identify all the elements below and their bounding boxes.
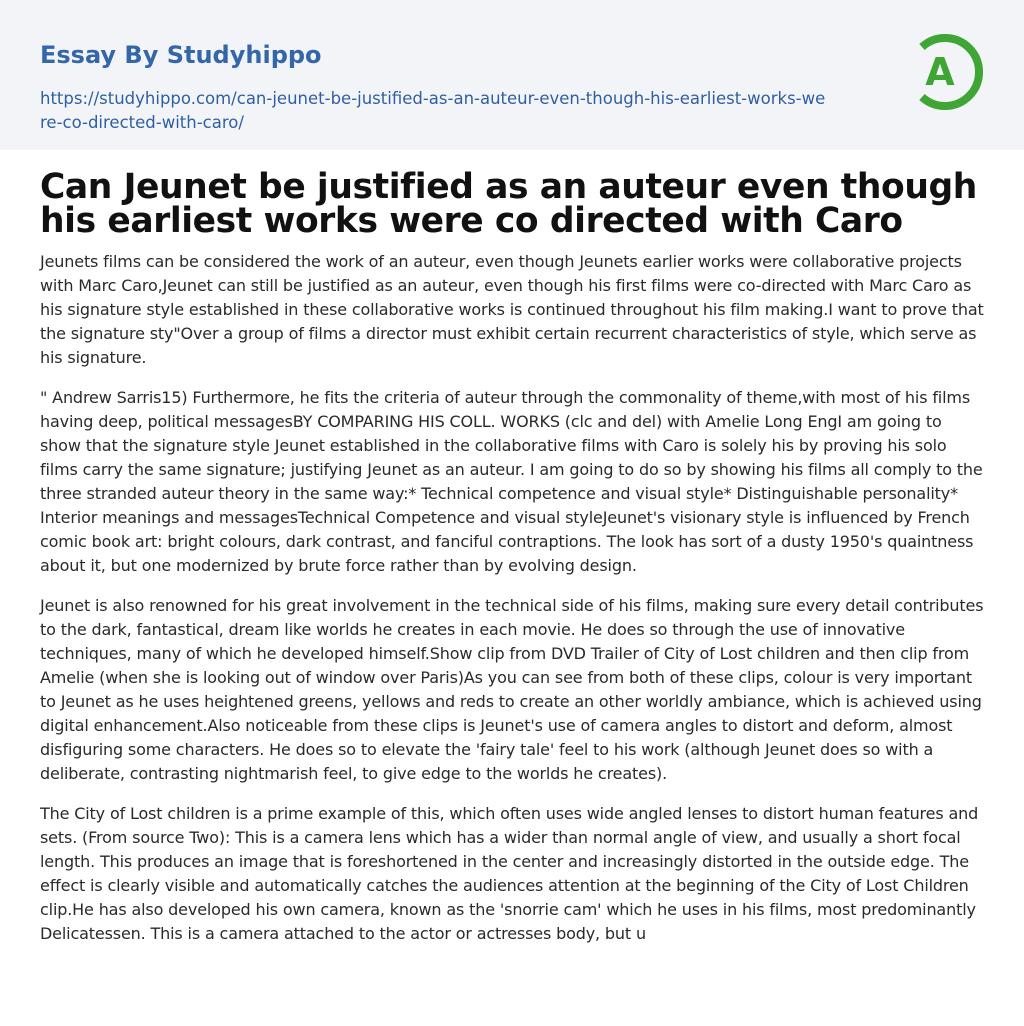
- article: [0, 150, 1024, 946]
- article-url-link[interactable]: https://studyhippo.com/can-jeunet-be-justified-as-an-auteur-even-though-his-earliest-works-were-co-directed-with-caro/: [40, 89, 826, 132]
- studyhippo-logo-icon[interactable]: [912, 29, 986, 115]
- logo-letter: A: [925, 50, 955, 94]
- article-paragraph-4: The City of Lost children is a prime example of this, which often uses wide angled lenses to distort human features and sets. (From source Two): This is a camera lens which has a wider than normal angle of view, and usually a short focal length. This produces an image that is foreshortened in the center and increasingly distorted in the outside edge. The effect is clearly visible and automatically catches the audiences attention at the beginning of the City of Lost Children clip.He has also developed his own camera, known as the 'snorrie cam' which he uses in his films, most predominantly Delicatessen. This is a camera attached to the actor or actresses body, but u: [40, 804, 979, 943]
- article-paragraph-2: " Andrew Sarris15) Furthermore, he fits the criteria of auteur through the commonality of theme,with most of his films having deep, political messagesBY COMPARING HIS COLL. WORKS (clc and del) with Amelie Long EngI am going to show that the signature style Jeunet established in the collaborative films with Caro is solely his by proving his solo films carry the same signature; justifying Jeunet as an auteur. I am going to do so by showing his films all comply to the three stranded auteur theory in the same way:* Technical competence and visual style* Distinguishable personality* Interior meanings and messagesTechnical Competence and visual styleJeunet's visionary style is influenced by French comic book art: bright colours, dark contrast, and fanciful contraptions. The look has sort of a dusty 1950's quaintness about it, but one modernized by brute force rather than by evolving design.: [40, 388, 983, 575]
- site-header: [0, 0, 1024, 150]
- site-brand[interactable]: Essay By Studyhippo: [40, 41, 322, 69]
- article-paragraph-3: Jeunet is also renowned for his great involvement in the technical side of his films, making sure every detail contributes to the dark, fantastical, dream like worlds he creates in each movie. He does so through the use of innovative techniques, many of which he developed himself.Show clip from DVD Trailer of City of Lost children and then clip from Amelie (when she is looking out of window over Paris)As you can see from both of these clips, colour is very important to Jeunet as he uses heightened greens, yellows and reds to create an other worldly ambiance, which is achieved using digital enhancement.Also noticeable from these clips is Jeunet's use of camera angles to distort and deform, almost disfiguring some characters. He does so to elevate the 'fairy tale' feel to his work (although Jeunet does so with a deliberate, contrasting nightmarish feel, to give edge to the worlds he creates).: [40, 596, 984, 783]
- article-title: Can Jeunet be justified as an auteur even though his earliest works were co directed with Caro: [40, 167, 977, 241]
- article-paragraph-1: Jeunets films can be considered the work of an auteur, even though Jeunets earlier works were collaborative projects with Marc Caro,Jeunet can still be justified as an auteur, even though his first films were co-directed with Marc Caro as his signature style established in these collaborative works is continued throughout his film making.I want to prove that the signature sty"Over a group of films a director must exhibit certain recurrent characteristics of style, which serve as his signature.: [40, 252, 984, 367]
